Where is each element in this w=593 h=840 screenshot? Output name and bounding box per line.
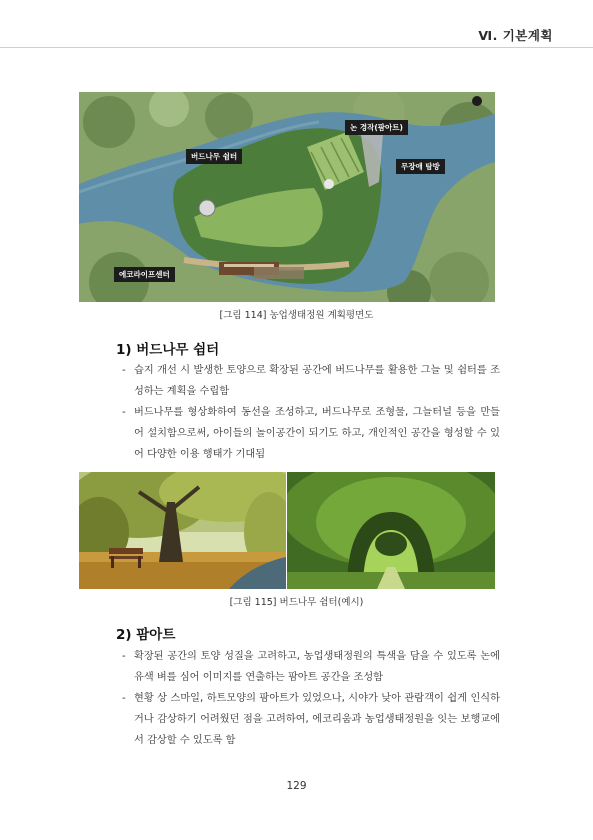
bullet-dash: - xyxy=(122,407,126,418)
willow-park-photo xyxy=(79,472,286,589)
bullet-text: 습지 개선 시 발생한 토양으로 확장된 공간에 버드나무를 활용한 그늘 및 쉼터를 조성하는 계획을 수립함 xyxy=(134,365,500,397)
section-2-heading: 2) 팜아트 xyxy=(116,627,176,643)
willow-park-image xyxy=(79,472,286,589)
label-willow-shelter: 버드나무 쉼터 xyxy=(186,149,242,164)
bullet-text: 현황 상 스마일, 하트모양의 팜아트가 있었으나, 시야가 낮아 관람객이 쉽게 인식하거나 감상하기 어려웠던 점을 고려하여, 에코리움과 농업생태정원을 잇는 보행교에서 감상할 수 있도록 함 xyxy=(134,693,500,746)
label-barrier-free-trail: 무장애 탐방 xyxy=(396,159,445,174)
chapter-title: Ⅵ. 기본계획 xyxy=(478,28,553,43)
figure-115-caption: [그림 115] 버드나무 쉼터(예시) xyxy=(229,597,364,608)
figure-114-caption: [그림 114] 농업생태정원 계획평면도 xyxy=(219,310,374,321)
label-paddy-art: 논 경작(팜아트) xyxy=(345,120,408,135)
bullet-dash: - xyxy=(122,365,126,376)
label-eco-life-center: 에코라이프센터 xyxy=(114,267,175,282)
section-2-bullet-1 xyxy=(122,646,500,688)
bullet-text: 버드나무를 형상화하여 동선을 조성하고, 버드나무로 조형물, 그늘터널 등을 만들어 설치함으로써, 아이들의 놀이공간이 되기도 하고, 개인적인 공간을 형성할 수 있어 다양한 이용 행태가 기대됨 xyxy=(134,407,500,460)
section-1-bullet-2 xyxy=(122,402,500,465)
site-plan-figure xyxy=(79,92,495,302)
bullet-dash: - xyxy=(122,693,126,704)
section-2-bullet-2 xyxy=(122,688,500,751)
willow-tunnel-image xyxy=(287,472,495,589)
section-1-heading: 1) 버드나무 쉼터 xyxy=(116,342,220,358)
bullet-text: 확장된 공간의 토양 성질을 고려하고, 농업생태정원의 특색을 담을 수 있도록 논에 유색 벼를 심어 이미지를 연출하는 팜아트 공간을 조성함 xyxy=(134,651,500,683)
page-number: 129 xyxy=(286,780,307,792)
willow-tunnel-photo xyxy=(287,472,495,589)
bullet-dash: - xyxy=(122,651,126,662)
section-1-bullet-1 xyxy=(122,360,500,402)
header-divider xyxy=(0,47,593,48)
